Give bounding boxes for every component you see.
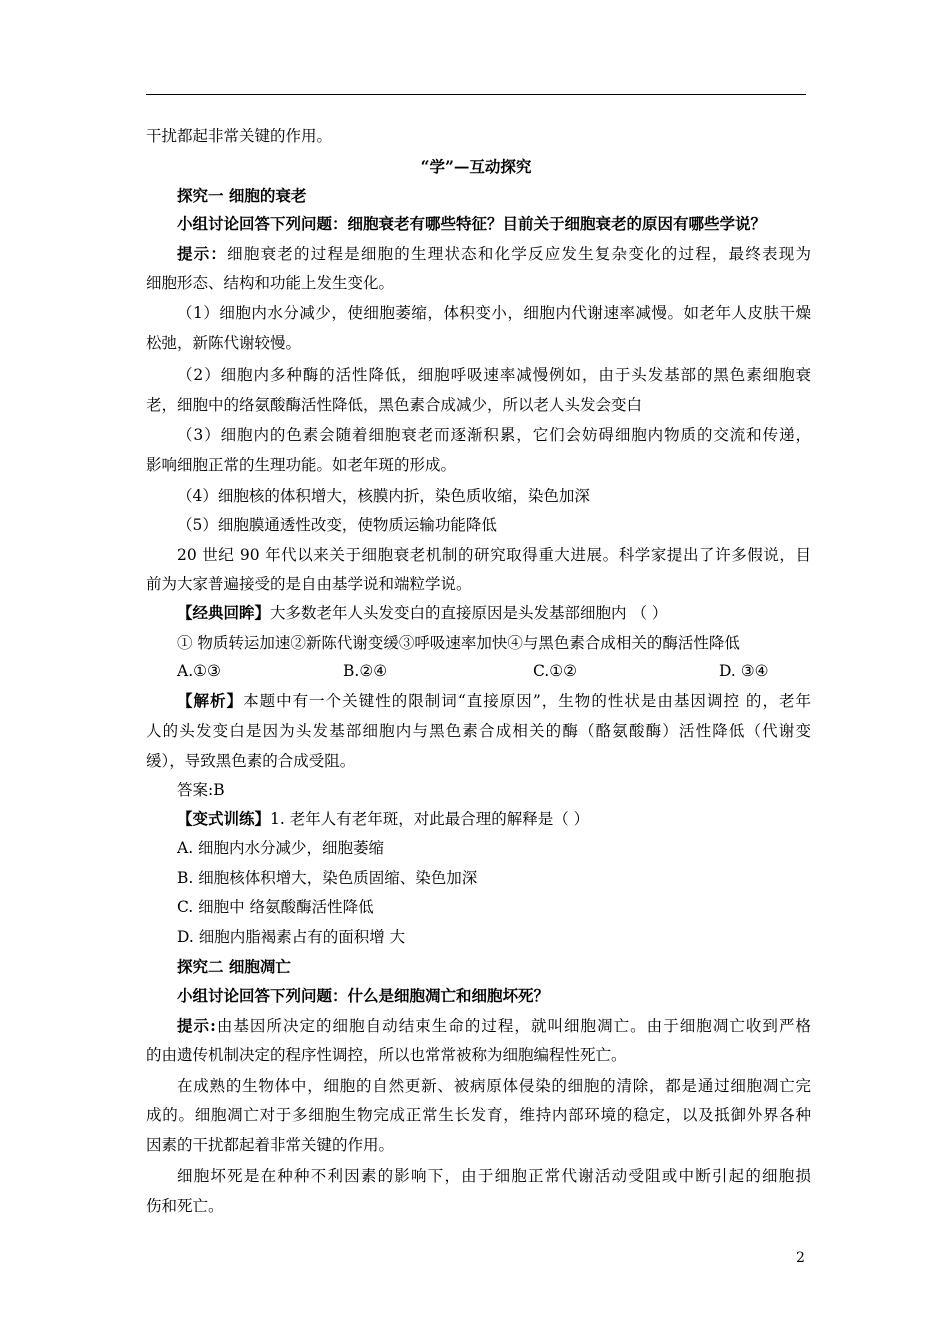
text-line: 细胞坏死是在种种不利因素的影响下，由于细胞正常代谢活动受阻或中断引起的细胞损 [177,1167,811,1185]
variant-option-a: A. 细胞内水分减少，细胞萎缩 [177,839,385,857]
text-line: 20 世纪 90 年代以来关于细胞衰老机制的研究取得重大进展。科学家提出了许多假说，目 [177,546,811,564]
hint-label: 提示： [177,244,228,263]
text-line: 影响细胞正常的生理功能。如老年斑的形成。 [146,456,457,474]
variant-option-c: C. 细胞中 络氨酸酶活性降低 [177,898,374,916]
text-line: 缓），导致黑色素的合成受阻。 [146,752,356,770]
variant-text: 1. 老年人有老年斑，对此最合理的解释是（ ） [270,810,590,828]
text-line: 伤和死亡。 [146,1197,224,1215]
classic-question [177,603,811,623]
variant-label: 【变式训练】 [177,809,271,828]
option-c: C.①② [533,662,578,680]
variant-option-d: D. 细胞内脂褐素占有的面积增 大 [177,928,406,946]
text-line: 干扰都起非常关键的作用。 [146,127,333,145]
option-b: B.②④ [343,662,388,680]
question-2: 小组讨论回答下列问题：什么是细胞凋亡和细胞坏死？ [177,986,550,1005]
analysis-label: 【解析】 [177,691,244,710]
question-1: 小组讨论回答下列问题：细胞衰老有哪些特征？目前关于细胞衰老的原因有哪些学说？ [177,214,767,233]
hint-label: 提示: [177,1016,216,1035]
option-d: D. ③④ [719,662,769,680]
text-line: 成的。细胞凋亡对于多细胞生物完成正常生长发育，维持内部环境的稳定，以及抵御外界各种 [146,1106,811,1124]
option-a: A.①③ [177,662,221,680]
analysis [177,691,811,711]
hint-text: 由基因所决定的细胞自动结束生命的过程，就叫细胞凋亡。由于细胞凋亡收到严格 [215,1017,811,1035]
text-line: 细胞形态、结构和功能上发生变化。 [146,274,395,292]
analysis-text: 本题中有一个关键性的限制词“直接原因”，生物的性状是由基因调控 的，老年 [243,692,811,710]
heading-explore-2: 探究二 细胞凋亡 [177,957,291,976]
text-line: 松弛，新陈代谢较慢。 [146,334,302,352]
text-line: 在成熟的生物体中，细胞的自然更新、被病原体侵染的细胞的清除，都是通过细胞凋亡完 [177,1077,811,1095]
classic-items: ① 物质转运加速②新陈代谢变缓③呼吸速率加快④与黑色素合成相关的酶活性降低 [177,634,740,652]
heading-explore-1: 探究一 细胞的衰老 [177,186,307,205]
section-title: “学”—互动探究 [420,157,532,176]
text-line: （3）细胞内的色素会随着细胞衰老而逐渐积累，它们会妨碍细胞内物质的交流和传递， [177,426,811,444]
text-line: 的由遗传机制决定的程序性调控，所以也常常被称为细胞编程性死亡。 [146,1046,627,1064]
classic-label: 【经典回眸】 [177,603,271,622]
page-number: 2 [796,1250,805,1266]
text-line: （5）细胞膜通透性改变，使物质运输功能降低 [177,516,497,534]
text-line: 老，细胞中的络氨酸酶活性降低，黑色素合成减少，所以老人头发会变白 [146,396,643,414]
answer: 答案:B [177,781,225,799]
text-line: （2）细胞内多种酶的活性降低，细胞呼吸速率减慢例如，由于头发基部的黑色素细胞衰 [177,366,811,384]
hint-1 [177,244,811,264]
variant-option-b: B. 细胞核体积增大，染色质固缩、染色加深 [177,869,478,887]
header-rule [146,94,806,95]
text-line: 因素的干扰都起着非常关键的作用。 [146,1136,395,1154]
text-line: 前为大家普遍接受的是自由基学说和端粒学说。 [146,575,472,593]
text-line: （4）细胞核的体积增大，核膜内折，染色质收缩，染色加深 [177,487,590,505]
text-line: 人的头发变白是因为头发基部细胞内与黑色素合成相关的酶（酪氨酸酶）活性降低（代谢变 [146,722,811,740]
hint-text: 细胞衰老的过程是细胞的生理状态和化学反应发生复杂变化的过程，最终表现为 [227,245,811,263]
text-line: （1）细胞内水分减少，使细胞萎缩，体积变小，细胞内代谢速率减慢。如老年人皮肤干燥 [177,304,811,322]
classic-text: 大多数老年人头发变白的直接原因是头发基部细胞内 （ ） [270,604,668,622]
variant-question [177,809,811,829]
hint-2 [177,1016,811,1036]
